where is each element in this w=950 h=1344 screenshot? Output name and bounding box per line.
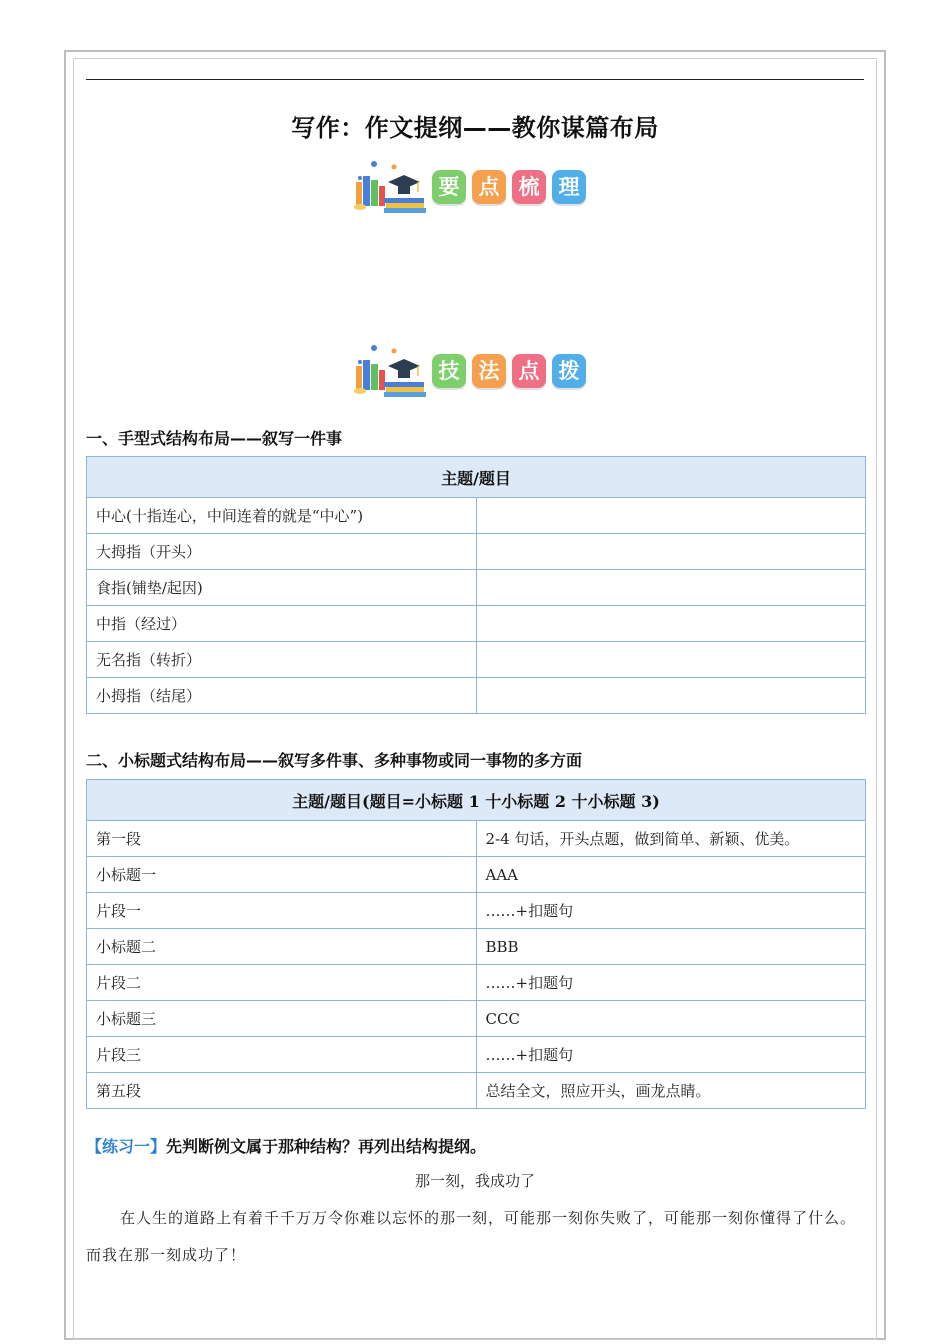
table-cell: 无名指（转折） <box>87 642 477 678</box>
table-cell-blank <box>476 678 866 714</box>
section-heading-hand-structure: 一、手型式结构布局——叙写一件事 <box>86 429 343 448</box>
banner-char: 点 <box>512 354 546 388</box>
table-row <box>87 1037 866 1073</box>
table-cell: 第五段 <box>87 1073 477 1109</box>
table-header: 主题/题目 <box>87 457 866 498</box>
table-row <box>87 678 866 714</box>
essay-title: 那一刻，我成功了 <box>414 1172 535 1190</box>
table-row <box>87 642 866 678</box>
table-cell: 小标题三 <box>87 1001 477 1037</box>
banner-char: 拨 <box>552 354 586 388</box>
table-row <box>87 498 866 534</box>
banner-char: 要 <box>432 170 466 204</box>
table-cell: ……+扣题句 <box>476 1037 866 1073</box>
header-rule <box>86 79 864 80</box>
table-row <box>87 821 866 857</box>
table-row <box>87 857 866 893</box>
table-cell-blank <box>476 534 866 570</box>
table-cell: 大拇指（开头） <box>87 534 477 570</box>
table-cell: 中指（经过） <box>87 606 477 642</box>
banner-char: 梳 <box>512 170 546 204</box>
table-cell: AAA <box>476 857 866 893</box>
table-row <box>87 1073 866 1109</box>
table-cell: ……+扣题句 <box>476 965 866 1001</box>
table-row <box>87 534 866 570</box>
section-banner-techniques <box>352 344 602 400</box>
table-cell-blank <box>476 570 866 606</box>
essay-paragraph: 在人生的道路上有着千千万万令你难以忘怀的那一刻，可能那一刻你失败了，可能那一刻你懂得了什么。而我在那一刻成功了！ <box>86 1209 857 1264</box>
practice-text: 先判断例文属于那种结构？再列出结构提纲。 <box>166 1137 487 1156</box>
table-cell-blank <box>476 498 866 534</box>
table-cell: 片段三 <box>87 1037 477 1073</box>
table-cell-blank <box>476 606 866 642</box>
table-row <box>87 929 866 965</box>
section-banner-key-points <box>352 160 602 216</box>
banner-char: 技 <box>432 354 466 388</box>
table-row <box>87 1001 866 1037</box>
table-cell-blank <box>476 642 866 678</box>
table-cell: 食指(铺垫/起因) <box>87 570 477 606</box>
subtitle-structure-table <box>86 779 866 1109</box>
table-cell: 片段一 <box>87 893 477 929</box>
table-header: 主题/题目(题目=小标题 1 十小标题 2 十小标题 3) <box>87 780 866 821</box>
practice-instruction <box>86 1134 486 1157</box>
banner-char: 点 <box>472 170 506 204</box>
hand-structure-table <box>86 456 866 714</box>
table-row <box>87 893 866 929</box>
document-title: 写作：作文提纲——教你谋篇布局 <box>291 114 659 142</box>
table-cell: 片段二 <box>87 965 477 1001</box>
practice-tag: 【练习一】 <box>86 1137 167 1156</box>
table-cell: CCC <box>476 1001 866 1037</box>
table-row <box>87 570 866 606</box>
table-cell: 小标题一 <box>87 857 477 893</box>
table-cell: 总结全文，照应开头，画龙点睛。 <box>476 1073 866 1109</box>
table-row <box>87 965 866 1001</box>
table-cell: 小拇指（结尾） <box>87 678 477 714</box>
books-graduation-cap-icon <box>352 344 428 400</box>
table-cell: 小标题二 <box>87 929 477 965</box>
table-cell: BBB <box>476 929 866 965</box>
banner-char: 法 <box>472 354 506 388</box>
table-row <box>87 606 866 642</box>
table-cell: 第一段 <box>87 821 477 857</box>
section-heading-subtitle-structure: 二、小标题式结构布局——叙写多件事、多种事物或同一事物的多方面 <box>86 751 583 770</box>
table-cell: 2-4 句话，开头点题，做到简单、新颖、优美。 <box>476 821 866 857</box>
table-cell: ……+扣题句 <box>476 893 866 929</box>
table-cell: 中心(十指连心，中间连着的就是“中心”) <box>87 498 477 534</box>
banner-char: 理 <box>552 170 586 204</box>
books-graduation-cap-icon <box>352 160 428 216</box>
